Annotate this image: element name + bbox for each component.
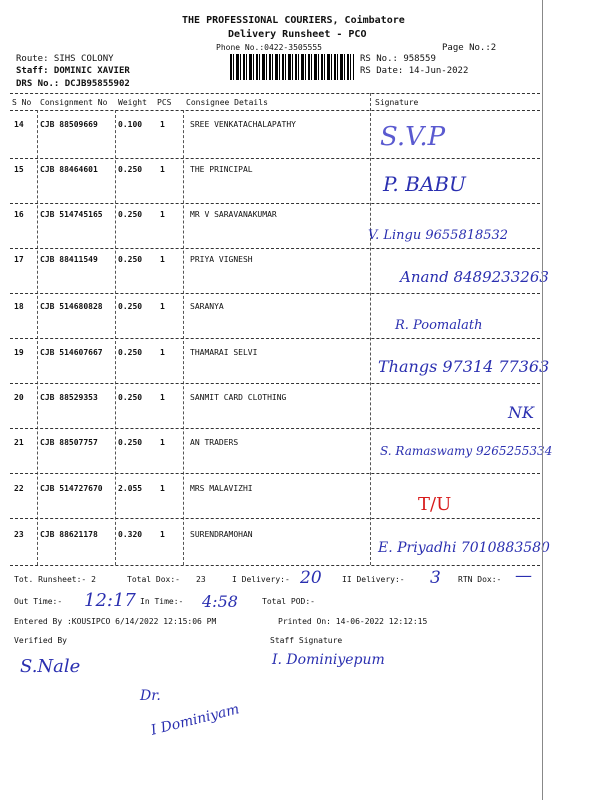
col-pcs: PCS [157, 98, 172, 107]
entered-by: Entered By :KOUSIPCO 6/14/2022 12:15:06 PM [14, 617, 217, 626]
page-edge [542, 0, 543, 800]
row-pcs: 1 [160, 302, 165, 311]
route-label: Route: SIHS COLONY [16, 54, 114, 64]
runsheet-title: THE PROFESSIONAL COURIERS, Coimbatore [182, 15, 405, 26]
row-pcs: 1 [160, 348, 165, 357]
row-rule [10, 338, 540, 339]
row-consignee: SREE VENKATACHALAPATHY [190, 120, 296, 129]
row-sno: 21 [14, 438, 24, 447]
col-consignment: Consignment No [40, 98, 108, 107]
in-time-value: 4:58 [202, 592, 238, 611]
row-weight: 0.250 [118, 348, 143, 357]
row-consignment: CJB 88507757 [40, 438, 98, 447]
row-rule [10, 428, 540, 429]
col-consignee: Consignee Details [186, 98, 268, 107]
total-pod-label: Total POD:- [262, 597, 315, 606]
staff-signature: I. Dominiyepum [272, 652, 385, 668]
row-signature: P. BABU [383, 172, 466, 196]
total-dox-value: 23 [196, 575, 206, 584]
row-consignee: THE PRINCIPAL [190, 165, 253, 174]
row-consignee: SURENDRAMOHAN [190, 530, 253, 539]
i-delivery-value: 20 [300, 568, 322, 588]
rs-number: RS No.: 958559 [360, 54, 436, 64]
row-pcs: 1 [160, 210, 165, 219]
total-dox-label: Total Dox:- [127, 575, 180, 584]
row-signature: NK [508, 403, 534, 422]
rtn-dox-label: RTN Dox:- [458, 575, 502, 584]
i-delivery-label: I Delivery:- [232, 575, 290, 584]
row-signature: T/U [418, 494, 452, 515]
row-consignee: THAMARAI SELVI [190, 348, 258, 357]
row-consignment: CJB 88621178 [40, 530, 98, 539]
row-consignee: MRS MALAVIZHI [190, 484, 253, 493]
col-weight: Weight [118, 98, 147, 107]
ii-delivery-label: II Delivery:- [342, 575, 405, 584]
col-sno: S No [12, 98, 32, 107]
row-weight: 0.250 [118, 165, 143, 174]
row-signature: Thangs 97314 77363 [378, 357, 550, 376]
row-consignment: CJB 514680828 [40, 302, 103, 311]
row-weight: 0.250 [118, 302, 143, 311]
row-consignment: CJB 88529353 [40, 393, 98, 402]
row-rule [10, 473, 540, 474]
row-consignment: CJB 88509669 [40, 120, 98, 129]
col-divider [370, 93, 371, 565]
row-consignment: CJB 514745165 [40, 210, 103, 219]
row-sno: 18 [14, 302, 24, 311]
row-pcs: 1 [160, 255, 165, 264]
row-pcs: 1 [160, 120, 165, 129]
row-consignee: SANMIT CARD CLOTHING [190, 393, 287, 402]
extra-signature-2: I Dominiyam [149, 701, 242, 739]
row-weight: 2.055 [118, 484, 143, 493]
staff-signature-label: Staff Signature [270, 636, 343, 645]
row-consignee: MR V SARAVANAKUMAR [190, 210, 277, 219]
row-signature: E. Priyadhi 7010883580 [378, 540, 550, 556]
row-consignee: PRIYA VIGNESH [190, 255, 253, 264]
row-sno: 17 [14, 255, 24, 264]
row-consignee: SARANYA [190, 302, 224, 311]
barcode [230, 54, 354, 80]
row-consignment: CJB 88411549 [40, 255, 98, 264]
row-rule [10, 518, 540, 519]
row-pcs: 1 [160, 484, 165, 493]
row-rule [10, 158, 540, 159]
row-consignment: CJB 514727670 [40, 484, 103, 493]
ii-delivery-value: 3 [430, 568, 441, 588]
row-pcs: 1 [160, 393, 165, 402]
out-time-label: Out Time:- [14, 597, 63, 606]
runsheet-subtitle: Delivery Runsheet - PCO [228, 29, 367, 40]
row-rule [10, 293, 540, 294]
staff-label: Staff: DOMINIC XAVIER [16, 66, 130, 76]
row-rule [10, 248, 540, 249]
verified-by-label: Verified By [14, 636, 67, 645]
row-signature: S.V.P [380, 122, 446, 152]
row-sno: 23 [14, 530, 24, 539]
row-weight: 0.250 [118, 393, 143, 402]
row-pcs: 1 [160, 165, 165, 174]
in-time-label: In Time:- [140, 597, 184, 606]
col-signature: Signature [375, 98, 419, 107]
row-signature: V. Lingu 9655818532 [368, 228, 509, 243]
row-consignee: AN TRADERS [190, 438, 239, 447]
row-sno: 22 [14, 484, 24, 493]
extra-signature-1: Dr. [140, 688, 161, 704]
out-time-value: 12:17 [84, 590, 136, 611]
row-rule [10, 203, 540, 204]
row-sno: 19 [14, 348, 24, 357]
row-signature: S. Ramaswamy 9265255334 [380, 444, 553, 458]
row-rule [10, 383, 540, 384]
row-signature: R. Poomalath [395, 318, 483, 333]
page-number: Page No.:2 [442, 43, 497, 53]
row-sno: 16 [14, 210, 24, 219]
phone-number: Phone No.:0422-3505555 [216, 43, 322, 52]
rs-date: RS Date: 14-Jun-2022 [360, 66, 469, 76]
row-sno: 14 [14, 120, 24, 129]
table-bottom-rule [10, 565, 540, 566]
row-weight: 0.100 [118, 120, 143, 129]
table-top-rule [10, 93, 540, 94]
row-sno: 20 [14, 393, 24, 402]
row-consignment: CJB 88464601 [40, 165, 98, 174]
table-header-rule [10, 110, 540, 111]
row-pcs: 1 [160, 530, 165, 539]
row-weight: 0.250 [118, 438, 143, 447]
row-signature: Anand 8489233263 [400, 268, 549, 286]
row-weight: 0.250 [118, 210, 143, 219]
row-weight: 0.250 [118, 255, 143, 264]
rtn-dox-value: — [515, 566, 532, 586]
row-sno: 15 [14, 165, 24, 174]
drs-number: DRS No.: DCJB95855902 [16, 79, 130, 89]
row-pcs: 1 [160, 438, 165, 447]
row-weight: 0.320 [118, 530, 143, 539]
verified-signature: S.Nale [20, 656, 81, 677]
tot-runsheet: Tot. Runsheet:- 2 [14, 575, 96, 584]
row-consignment: CJB 514607667 [40, 348, 103, 357]
printed-on: Printed On: 14-06-2022 12:12:15 [278, 617, 428, 626]
